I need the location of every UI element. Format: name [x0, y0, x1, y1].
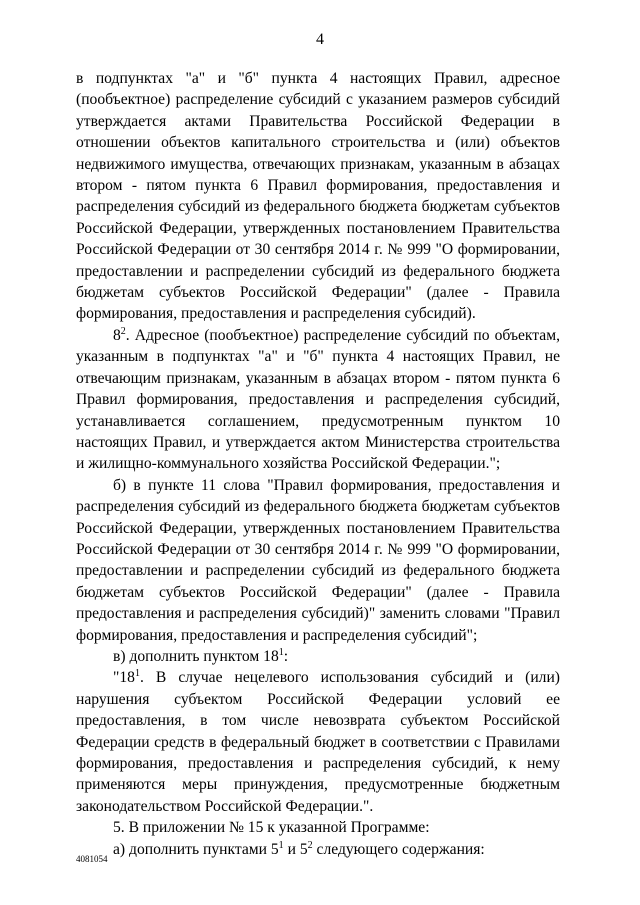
clause-superscript: 1 [134, 668, 140, 680]
clause-number: "18 [113, 669, 135, 687]
clause-text: и 5 [283, 840, 308, 858]
page-number: 4 [316, 31, 324, 48]
paragraph-5: 5. В приложении № 15 к указанной Программе: [113, 819, 430, 837]
clause-superscript: 1 [278, 646, 284, 658]
paragraph-8-2 [76, 325, 560, 475]
clause-text: в) дополнить пунктом 18 [113, 647, 279, 665]
paragraph-v [76, 646, 560, 667]
document-body [76, 68, 560, 860]
clause-text: . Адресное (пообъектное) распределение субсидий по объектам, указанным в подпунктах "а" и "б" пункта 4 настоящих Правил, не отвечающим признакам, указанным в абзацах втором - пятом пункта 6 Правил формирования, предоставления и распределения субсидий, устанавливается соглашением, предусмотренным пунктом 10 настоящих Правил, и утверждается актом Министерства строительства и жилищно-коммунального хозяйства Российской Федерации."; [76, 326, 560, 473]
paragraph-continuation: в подпунктах "а" и "б" пункта 4 настоящих Правил, адресное (пообъектное) распределение субсидий с указанием размеров субсидий утверждается актами Правительства Российской Федерации в отношении объектов капитального строительства и (или) объектов недвижимого имущества, отвечающих признакам, указанным в абзацах втором - пятом пункта 6 Правил формирования, предоставления и распределения субсидий из федерального бюджета бюджетам субъектов Российской Федерации, утвержденных постановлением Правительства Российской Федерации от 30 сентября 2014 г. № 999 "О формировании, предоставлении и распределении субсидий из федерального бюджета бюджетам субъектов Российской Федерации" (далее - Правила формирования, предоставления и распределения субсидий). [76, 70, 560, 323]
clause-superscript: 2 [307, 839, 313, 851]
clause-text: следующего содержания: [312, 840, 485, 858]
paragraph-18-1 [76, 667, 560, 817]
clause-end: : [283, 647, 289, 665]
clause-text: . В случае нецелевого использования субсидий и (или) нарушения субъектом Российской Федерации условий ее предоставления, в том числе невозврата субъектом Российской Федерации средств в федеральный бюджет в соответствии с Правилами формирования, предоставления и распределения субсидий, к нему применяются меры принуждения, предусмотренные бюджетным законодательством Российской Федерации.". [76, 669, 560, 815]
clause-superscript: 2 [120, 325, 126, 337]
clause-text: а) дополнить пунктами 5 [113, 840, 279, 858]
clause-number: 8 [113, 326, 121, 344]
paragraph-a [76, 839, 560, 860]
document-id: 4081054 [76, 854, 108, 864]
paragraph-b: б) в пункте 11 слова "Правил формирования, предоставления и распределения субсидий из федерального бюджета бюджетам субъектов Российской Федерации, утвержденных постановлением Правительства Российской Федерации от 30 сентября 2014 г. № 999 "О формировании, предоставлении и распределении субсидий из федерального бюджета бюджетам субъектов Российской Федерации" (далее - Правила предоставления и распределения субсидий)" заменить словами "Правил формирования, предоставления и распределения субсидий"; [76, 476, 560, 644]
clause-superscript: 1 [278, 839, 284, 851]
